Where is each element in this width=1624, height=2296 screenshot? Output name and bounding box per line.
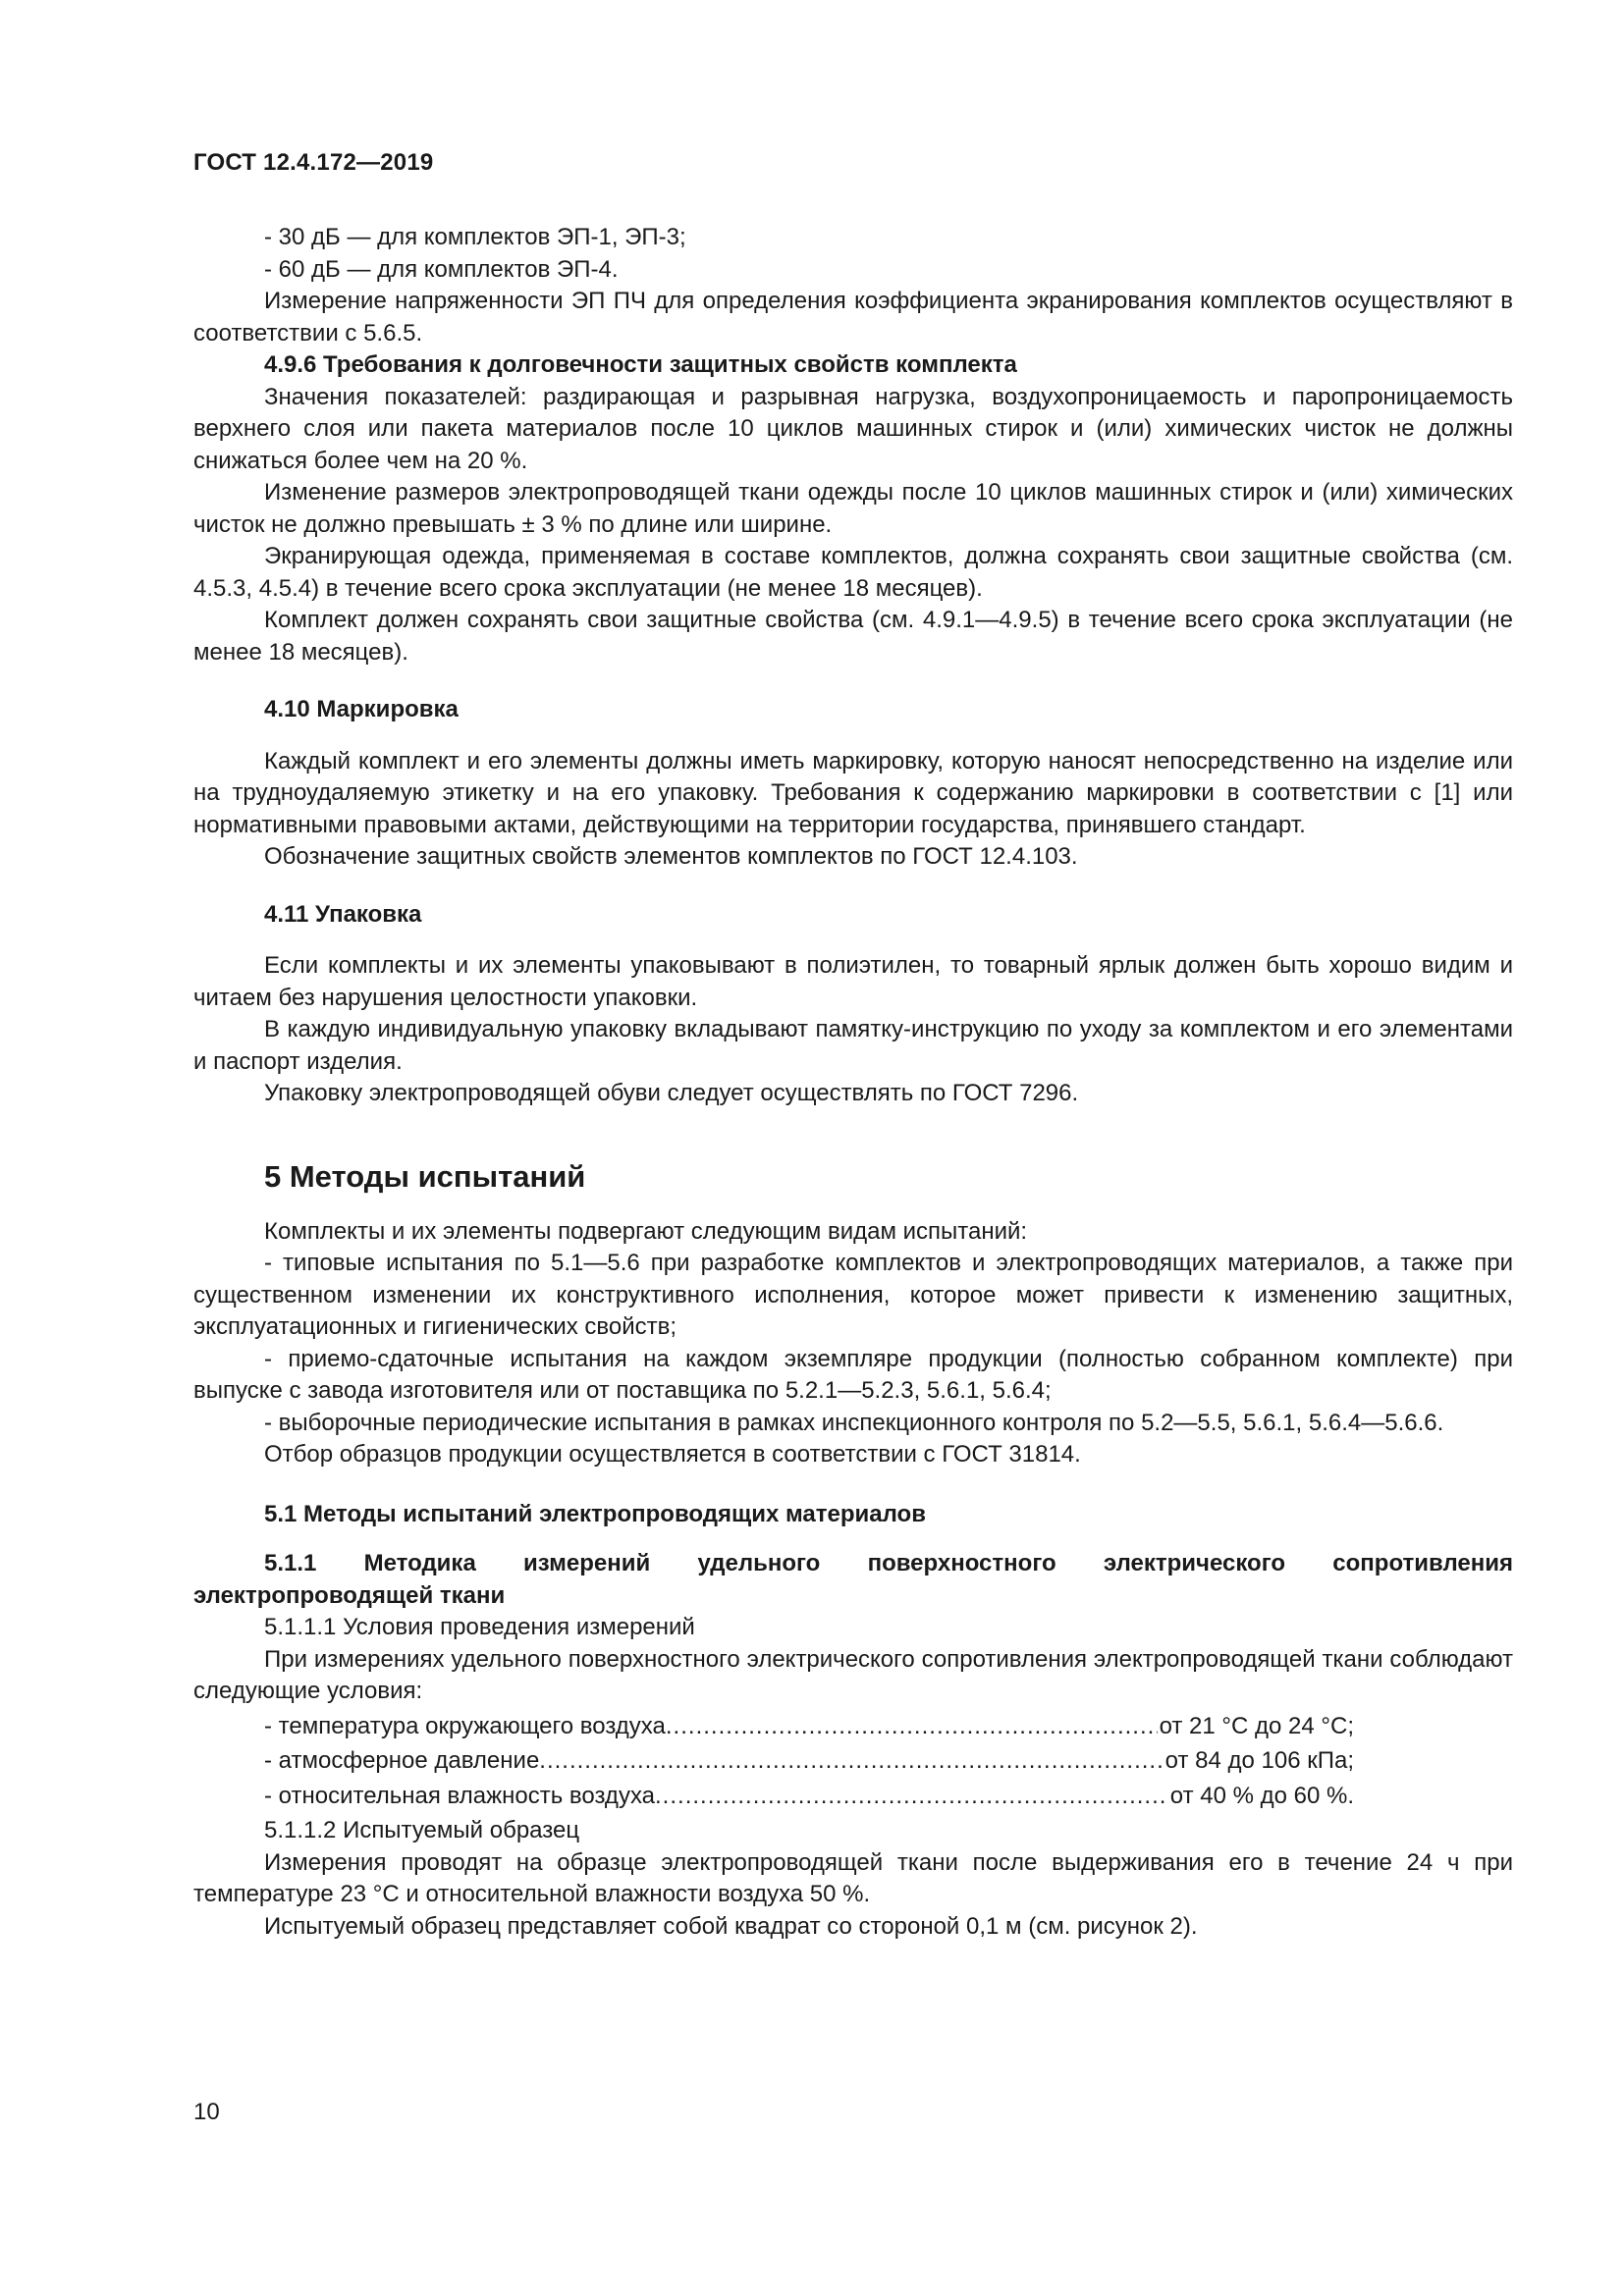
clause-title: 5.1.1.1 Условия проведения измерений bbox=[264, 1614, 695, 1640]
paragraph: Измерения проводят на образце электропроводящей ткани после выдерживания его в течение 24 ч при температуре 23 °С и относительной влажности воздуха 50 %. bbox=[193, 1848, 1513, 1907]
section-heading: 5.1 Методы испытаний электропроводящих материалов bbox=[264, 1500, 926, 1527]
condition-label: - атмосферное давление bbox=[264, 1747, 540, 1774]
condition-row bbox=[264, 1781, 1354, 1813]
condition-value: от 21 °С до 24 °С; bbox=[1159, 1712, 1354, 1739]
paragraph: Изменение размеров электропроводящей ткани одежды после 10 циклов машинных стирок и (или) химических чисток не должно превышать ± 3 % по длине или ширине. bbox=[193, 479, 1513, 538]
condition-row bbox=[264, 1745, 1354, 1778]
list-item: - 30 дБ — для комплектов ЭП-1, ЭП-3; bbox=[264, 224, 686, 250]
paragraph: Измерение напряженности ЭП ПЧ для определения коэффициента экранирования комплектов осуществляют в соответствии с 5.6.5. bbox=[193, 288, 1513, 347]
dot-leader bbox=[539, 1745, 1163, 1778]
paragraph: Отбор образцов продукции осуществляется в соответствии с ГОСТ 31814. bbox=[264, 1441, 1081, 1468]
paragraph: При измерениях удельного поверхностного электрического сопротивления электропроводящей ткани соблюдают следующие условия: bbox=[193, 1645, 1513, 1704]
page-number: 10 bbox=[193, 2099, 220, 2125]
clause-title: 5.1.1.2 Испытуемый образец bbox=[264, 1817, 580, 1843]
dot-leader bbox=[666, 1711, 1158, 1743]
subsection-heading: 5.1.1 Методика измерений удельного поверхностного электрического сопротивления электропроводящей ткани bbox=[193, 1550, 1513, 1609]
condition-value: от 40 % до 60 %. bbox=[1169, 1782, 1354, 1809]
paragraph: Упаковку электропроводящей обуви следует осуществлять по ГОСТ 7296. bbox=[264, 1080, 1079, 1106]
list-item: - приемо-сдаточные испытания на каждом экземпляре продукции (полностью собранном комплекте) при выпуске с завода изготовителя или от поставщика по 5.2.1—5.2.3, 5.6.1, 5.6.4; bbox=[193, 1345, 1513, 1404]
condition-value: от 84 до 106 кПа; bbox=[1164, 1747, 1354, 1774]
list-item: - 60 дБ — для комплектов ЭП-4. bbox=[264, 255, 619, 283]
section-heading: 4.10 Маркировка bbox=[264, 696, 459, 722]
condition-label: - относительная влажность воздуха bbox=[264, 1782, 656, 1809]
paragraph: Экранирующая одежда, применяемая в составе комплектов, должна сохранять свои защитные свойства (см. 4.5.3, 4.5.4) в течение всего срока эксплуатации (не менее 18 месяцев). bbox=[193, 543, 1513, 602]
paragraph: Испытуемый образец представляет собой квадрат со стороной 0,1 м (см. рисунок 2). bbox=[264, 1912, 1198, 1940]
document-header: ГОСТ 12.4.172—2019 bbox=[193, 149, 434, 176]
list-item: - типовые испытания по 5.1—5.6 при разработке комплектов и электропроводящих материалов, а также при существенном изменении их конструктивного исполнения, которое может привести к изменению защитных, эксплуатационных и гигиенических свойств; bbox=[193, 1250, 1513, 1340]
paragraph: Комплекты и их элементы подвергают следующим видам испытаний: bbox=[264, 1217, 1028, 1245]
condition-label: - температура окружающего воздуха bbox=[264, 1712, 666, 1739]
chapter-heading: 5 Методы испытаний bbox=[264, 1158, 586, 1194]
section-heading: 4.11 Упаковка bbox=[264, 900, 422, 928]
document-body bbox=[193, 222, 1513, 1943]
paragraph: Если комплекты и их элементы упаковывают в полиэтилен, то товарный ярлык должен быть хорошо видим и читаем без нарушения целостности упаковки. bbox=[193, 952, 1513, 1011]
paragraph: Каждый комплект и его элементы должны иметь маркировку, которую наносят непосредственно на изделие или на трудноудаляемую этикетку и на его упаковку. Требования к содержанию маркировки в соответствии с [1] или нормативными правовыми актами, действующими на территории государства, принявшего стандарт. bbox=[193, 747, 1513, 838]
subsection-heading: 4.9.6 Требования к долговечности защитных свойств комплекта bbox=[264, 351, 1017, 378]
paragraph: Комплект должен сохранять свои защитные свойства (см. 4.9.1—4.9.5) в течение всего срока эксплуатации (не менее 18 месяцев). bbox=[193, 607, 1513, 666]
list-item: - выборочные периодические испытания в рамках инспекционного контроля по 5.2—5.5, 5.6.1, 5.6.4—5.6.6. bbox=[264, 1409, 1444, 1436]
paragraph: В каждую индивидуальную упаковку вкладывают памятку-инструкцию по уходу за комплектом и его элементами и паспорт изделия. bbox=[193, 1016, 1513, 1075]
paragraph: Обозначение защитных свойств элементов комплектов по ГОСТ 12.4.103. bbox=[264, 843, 1078, 870]
paragraph: Значения показателей: раздирающая и разрывная нагрузка, воздухопроницаемость и паропроницаемость верхнего слоя или пакета материалов после 10 циклов машинных стирок и (или) химических чисток не должны снижаться более чем на 20 %. bbox=[193, 383, 1513, 474]
dot-leader bbox=[655, 1781, 1168, 1813]
condition-row bbox=[264, 1711, 1354, 1743]
